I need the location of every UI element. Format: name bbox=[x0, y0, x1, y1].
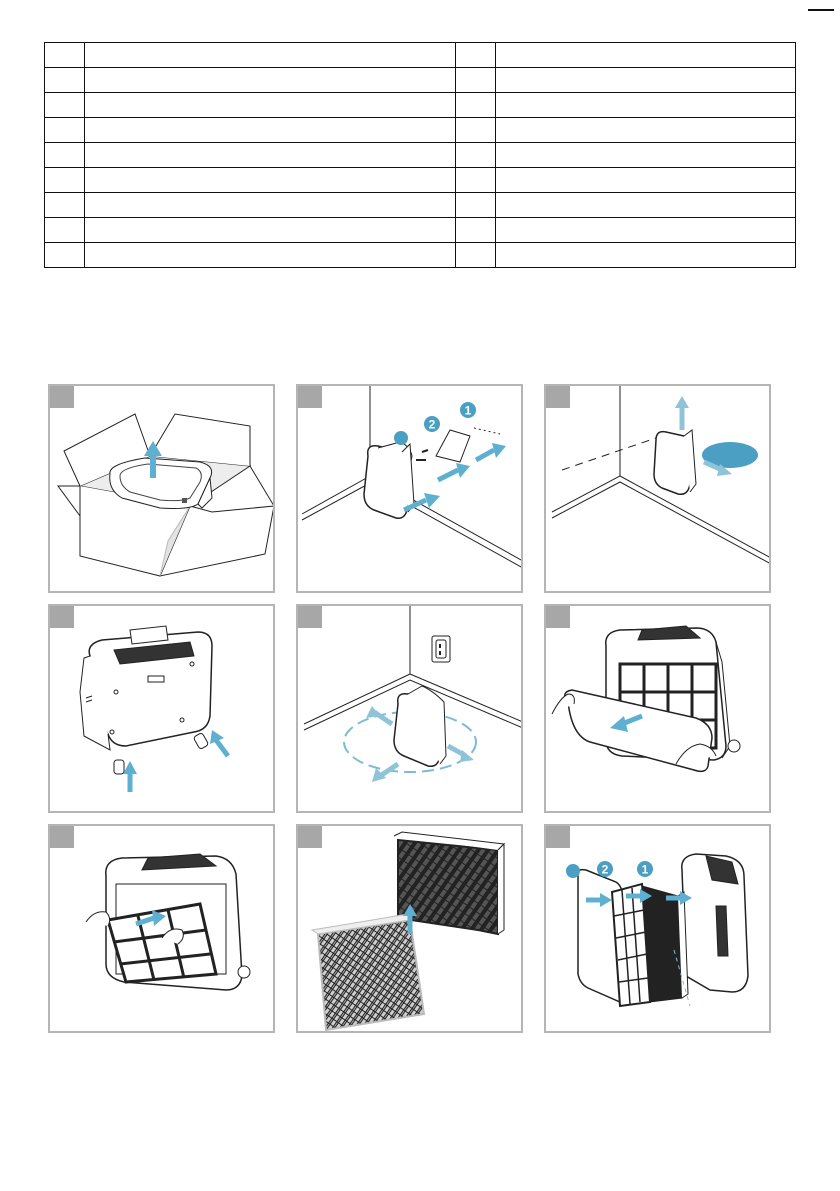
part-name-cell bbox=[496, 68, 796, 93]
part-name-cell bbox=[496, 43, 796, 68]
parts-table-row bbox=[45, 93, 796, 118]
part-number-cell bbox=[456, 43, 496, 68]
part-name-cell bbox=[85, 68, 456, 93]
part-number-cell bbox=[456, 193, 496, 218]
parts-table-body bbox=[45, 43, 796, 268]
part-name-cell bbox=[496, 93, 796, 118]
parts-table bbox=[44, 42, 796, 268]
screw-anchor-icon bbox=[416, 428, 500, 462]
part-number-cell bbox=[45, 93, 85, 118]
part-name-cell bbox=[496, 118, 796, 143]
part-number-cell bbox=[45, 68, 85, 93]
part-number-cell bbox=[456, 143, 496, 168]
parts-table-row bbox=[45, 168, 796, 193]
part-name-cell bbox=[85, 143, 456, 168]
part-number-cell bbox=[45, 168, 85, 193]
part-name-cell bbox=[496, 243, 796, 268]
step-one-badge bbox=[637, 861, 653, 877]
purifier-front-icon bbox=[394, 686, 446, 766]
figure-placement bbox=[296, 604, 523, 813]
part-number-cell bbox=[45, 143, 85, 168]
part-name-cell bbox=[85, 168, 456, 193]
filter-order-step-two-number: 2 bbox=[601, 862, 609, 877]
part-number-cell bbox=[456, 68, 496, 93]
wall-mount-step-two-number: 2 bbox=[428, 417, 436, 432]
figure-remove-cover bbox=[544, 604, 771, 813]
wall-mount-step-one-number: 1 bbox=[464, 403, 472, 418]
part-name-cell bbox=[496, 143, 796, 168]
part-name-cell bbox=[496, 168, 796, 193]
wall-socket-icon bbox=[432, 636, 450, 662]
part-name-cell bbox=[85, 93, 456, 118]
parts-table-row bbox=[45, 68, 796, 93]
figure-remove-prefilter bbox=[48, 824, 275, 1033]
part-number-cell bbox=[456, 218, 496, 243]
step-two-badge bbox=[424, 416, 440, 432]
filter-order-step-one-number: 1 bbox=[641, 862, 649, 877]
parts-table-row bbox=[45, 243, 796, 268]
part-name-cell bbox=[85, 243, 456, 268]
step-one-badge bbox=[460, 402, 476, 418]
parts-table-row bbox=[45, 43, 796, 68]
step-marker-dot bbox=[566, 864, 580, 878]
figure-wall-mounting bbox=[296, 384, 523, 593]
part-number-cell bbox=[45, 193, 85, 218]
figure-clearance bbox=[544, 384, 771, 593]
part-name-cell bbox=[496, 218, 796, 243]
part-name-cell bbox=[85, 218, 456, 243]
parts-table-row bbox=[45, 143, 796, 168]
part-number-cell bbox=[45, 43, 85, 68]
part-name-cell bbox=[496, 193, 796, 218]
part-name-cell bbox=[85, 118, 456, 143]
part-number-cell bbox=[45, 118, 85, 143]
parts-table-row bbox=[45, 218, 796, 243]
step-two-badge bbox=[597, 861, 613, 877]
part-number-cell bbox=[456, 243, 496, 268]
parts-table-row bbox=[45, 118, 796, 143]
figure-unpacking bbox=[48, 384, 275, 593]
page-corner-mark bbox=[808, 8, 834, 12]
figure-unwrap-filter bbox=[296, 824, 523, 1033]
purifier-front-icon bbox=[654, 430, 696, 494]
part-name-cell bbox=[85, 193, 456, 218]
part-number-cell bbox=[456, 168, 496, 193]
purifier-open-body-icon bbox=[682, 854, 748, 992]
wrapped-filter-icon bbox=[312, 914, 424, 1030]
part-number-cell bbox=[45, 243, 85, 268]
part-number-cell bbox=[45, 218, 85, 243]
figure-filter-order bbox=[544, 824, 771, 1033]
purifier-back-icon bbox=[80, 626, 212, 750]
part-name-cell bbox=[85, 43, 456, 68]
step-marker-dot bbox=[394, 431, 408, 445]
part-number-cell bbox=[456, 93, 496, 118]
parts-table-row bbox=[45, 193, 796, 218]
part-number-cell bbox=[456, 118, 496, 143]
figure-feet-installation bbox=[48, 604, 275, 813]
